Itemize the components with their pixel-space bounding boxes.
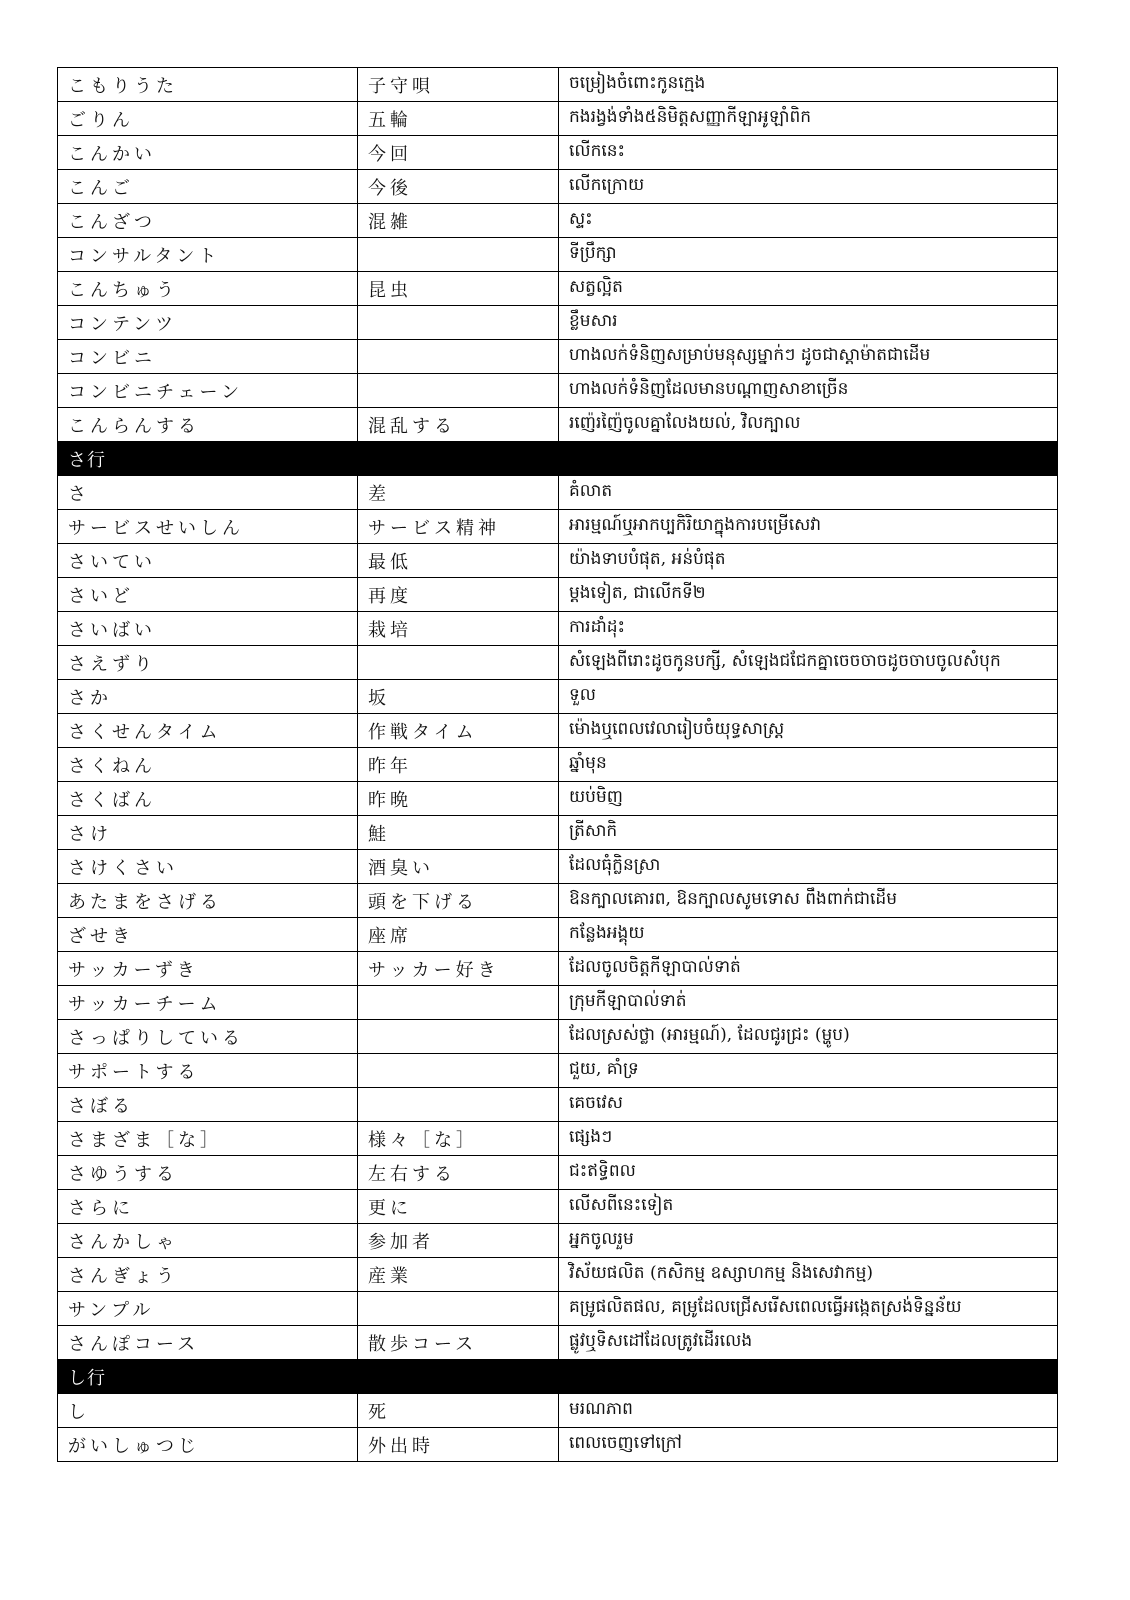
table-row bbox=[58, 680, 1058, 714]
kana-cell: さいてい bbox=[58, 544, 358, 578]
khmer-meaning-cell: ម្តងទៀត, ជាលើកទី២ bbox=[559, 578, 1058, 612]
kanji-cell: 子守唄 bbox=[358, 68, 559, 102]
khmer-meaning-cell: ឱនក្បាលគោរព, ឱនក្បាលសូមទោស ពឹងពាក់ជាដើម bbox=[559, 884, 1058, 918]
khmer-meaning-cell: កន្លែងអង្គុយ bbox=[559, 918, 1058, 952]
kanji-cell bbox=[358, 986, 559, 1020]
khmer-meaning-cell: ហាងលក់ទំនិញសម្រាប់មនុស្សម្នាក់ៗ ដូចជាស្តាម៉ាតជាដើម bbox=[559, 340, 1058, 374]
kanji-cell bbox=[358, 1088, 559, 1122]
khmer-meaning-cell: ជួយ, គាំទ្រ bbox=[559, 1054, 1058, 1088]
table-row bbox=[58, 986, 1058, 1020]
kana-cell: あたまをさげる bbox=[58, 884, 358, 918]
kana-cell: こもりうた bbox=[58, 68, 358, 102]
kana-cell: サンプル bbox=[58, 1292, 358, 1326]
section-header-label: さ行 bbox=[58, 442, 559, 476]
khmer-meaning-cell: ហាងលក់ទំនិញដែលមានបណ្តាញសាខាច្រើន bbox=[559, 374, 1058, 408]
kana-cell: さけくさい bbox=[58, 850, 358, 884]
table-row bbox=[58, 1054, 1058, 1088]
section-header-empty-cell bbox=[559, 1360, 1058, 1394]
kana-cell: さゆうする bbox=[58, 1156, 358, 1190]
kana-cell: さくねん bbox=[58, 748, 358, 782]
kana-cell: さぼる bbox=[58, 1088, 358, 1122]
kana-cell: さまざま［な］ bbox=[58, 1122, 358, 1156]
kanji-cell: 混雑 bbox=[358, 204, 559, 238]
kanji-cell bbox=[358, 1020, 559, 1054]
kanji-cell: 産業 bbox=[358, 1258, 559, 1292]
table-row bbox=[58, 272, 1058, 306]
kanji-cell: 今回 bbox=[358, 136, 559, 170]
table-row bbox=[58, 1020, 1058, 1054]
khmer-meaning-cell: ទីប្រឹក្សា bbox=[559, 238, 1058, 272]
section-header-label: し行 bbox=[58, 1360, 559, 1394]
kanji-cell: 参加者 bbox=[358, 1224, 559, 1258]
kanji-cell: 五輪 bbox=[358, 102, 559, 136]
kana-cell: こんかい bbox=[58, 136, 358, 170]
khmer-meaning-cell: ចម្រៀងចំពោះកូនក្មេង bbox=[559, 68, 1058, 102]
kana-cell: コンビニチェーン bbox=[58, 374, 358, 408]
khmer-meaning-cell: ឆ្នាំមុន bbox=[559, 748, 1058, 782]
table-row bbox=[58, 340, 1058, 374]
kana-cell: さんかしゃ bbox=[58, 1224, 358, 1258]
khmer-meaning-cell: ផ្សេងៗ bbox=[559, 1122, 1058, 1156]
table-row bbox=[58, 1088, 1058, 1122]
table-row bbox=[58, 1190, 1058, 1224]
kanji-cell: 死 bbox=[358, 1394, 559, 1428]
kana-cell: ざせき bbox=[58, 918, 358, 952]
table-row bbox=[58, 782, 1058, 816]
table-row bbox=[58, 1122, 1058, 1156]
table-row bbox=[58, 952, 1058, 986]
kana-cell: コンビニ bbox=[58, 340, 358, 374]
table-row bbox=[58, 816, 1058, 850]
table-row bbox=[58, 374, 1058, 408]
khmer-meaning-cell: ដែលស្រស់ថ្លា (អារម្មណ៍), ដែលជូរជ្រះ (ម្ហូប) bbox=[559, 1020, 1058, 1054]
section-header-empty-cell bbox=[559, 442, 1058, 476]
kanji-cell: サービス精神 bbox=[358, 510, 559, 544]
kana-cell: サポートする bbox=[58, 1054, 358, 1088]
kanji-cell bbox=[358, 1292, 559, 1326]
khmer-meaning-cell: កងរង្វង់ទាំង៥និមិត្តសញ្ញាកីឡាអូឡាំពិក bbox=[559, 102, 1058, 136]
kanji-cell bbox=[358, 1054, 559, 1088]
kanji-cell: 外出時 bbox=[358, 1428, 559, 1462]
kanji-cell: 鮭 bbox=[358, 816, 559, 850]
khmer-meaning-cell: ទួល bbox=[559, 680, 1058, 714]
kanji-cell: 昨晩 bbox=[358, 782, 559, 816]
kanji-cell: 座席 bbox=[358, 918, 559, 952]
kanji-cell: 頭を下げる bbox=[358, 884, 559, 918]
vocabulary-table bbox=[57, 67, 1058, 1462]
table-row bbox=[58, 1156, 1058, 1190]
kanji-cell: 混乱する bbox=[358, 408, 559, 442]
khmer-meaning-cell: ស្ទះ bbox=[559, 204, 1058, 238]
table-row bbox=[58, 170, 1058, 204]
kana-cell: サービスせいしん bbox=[58, 510, 358, 544]
khmer-meaning-cell: ផ្លូវឬទិសដៅដែលត្រូវដើរលេង bbox=[559, 1326, 1058, 1360]
khmer-meaning-cell: លើកនេះ bbox=[559, 136, 1058, 170]
kanji-cell: 昆虫 bbox=[358, 272, 559, 306]
table-row bbox=[58, 850, 1058, 884]
kanji-cell: 様々［な］ bbox=[358, 1122, 559, 1156]
table-row bbox=[58, 1326, 1058, 1360]
table-row bbox=[58, 544, 1058, 578]
khmer-meaning-cell: រញ៉េរញ៉ៃចូលគ្នាលែងយល់, វិលក្បាល bbox=[559, 408, 1058, 442]
kana-cell: さんぽコース bbox=[58, 1326, 358, 1360]
kana-cell: さいばい bbox=[58, 612, 358, 646]
kanji-cell: 再度 bbox=[358, 578, 559, 612]
kanji-cell: サッカー好き bbox=[358, 952, 559, 986]
kanji-cell: 更に bbox=[358, 1190, 559, 1224]
kana-cell: さえずり bbox=[58, 646, 358, 680]
kana-cell: さらに bbox=[58, 1190, 358, 1224]
table-row bbox=[58, 714, 1058, 748]
kana-cell: がいしゅつじ bbox=[58, 1428, 358, 1462]
table-row bbox=[58, 408, 1058, 442]
table-row bbox=[58, 68, 1058, 102]
table-row bbox=[58, 306, 1058, 340]
kanji-cell: 坂 bbox=[358, 680, 559, 714]
kanji-cell bbox=[358, 238, 559, 272]
kana-cell: し bbox=[58, 1394, 358, 1428]
khmer-meaning-cell: លើសពីនេះទៀត bbox=[559, 1190, 1058, 1224]
kanji-cell: 昨年 bbox=[358, 748, 559, 782]
kana-cell: サッカーチーム bbox=[58, 986, 358, 1020]
section-header-row bbox=[58, 1360, 1058, 1394]
kana-cell: さけ bbox=[58, 816, 358, 850]
kanji-cell bbox=[358, 340, 559, 374]
table-row bbox=[58, 238, 1058, 272]
kana-cell: こんご bbox=[58, 170, 358, 204]
khmer-meaning-cell: វិស័យផលិត (កសិកម្ម ឧស្សាហកម្ម និងសេវាកម្ម) bbox=[559, 1258, 1058, 1292]
kana-cell: こんざつ bbox=[58, 204, 358, 238]
kana-cell: さか bbox=[58, 680, 358, 714]
kanji-cell: 最低 bbox=[358, 544, 559, 578]
kanji-cell bbox=[358, 374, 559, 408]
khmer-meaning-cell: សត្វល្អិត bbox=[559, 272, 1058, 306]
khmer-meaning-cell: សំឡេងពីរោះដូចកូនបក្សី, សំឡេងជជែកគ្នាចេចចាចដូចចាបចូលសំបុក bbox=[559, 646, 1058, 680]
kanji-cell bbox=[358, 306, 559, 340]
khmer-meaning-cell: លើកក្រោយ bbox=[559, 170, 1058, 204]
kana-cell: コンサルタント bbox=[58, 238, 358, 272]
khmer-meaning-cell: ដែលធុំក្លិនស្រា bbox=[559, 850, 1058, 884]
table-row bbox=[58, 102, 1058, 136]
khmer-meaning-cell: ការដាំដុះ bbox=[559, 612, 1058, 646]
kanji-cell: 左右する bbox=[358, 1156, 559, 1190]
section-header-row bbox=[58, 442, 1058, 476]
khmer-meaning-cell: អ្នកចូលរួម bbox=[559, 1224, 1058, 1258]
khmer-meaning-cell: គម្រូផលិតផល, គម្រូដែលជ្រើសរើសពេលធ្វើអង្កេតស្រង់ទិន្នន័យ bbox=[559, 1292, 1058, 1326]
kana-cell: サッカーずき bbox=[58, 952, 358, 986]
kanji-cell: 差 bbox=[358, 476, 559, 510]
kana-cell: さ bbox=[58, 476, 358, 510]
khmer-meaning-cell: ជះឥទ្ធិពល bbox=[559, 1156, 1058, 1190]
khmer-meaning-cell: គេចវេស bbox=[559, 1088, 1058, 1122]
table-row bbox=[58, 578, 1058, 612]
table-row bbox=[58, 1394, 1058, 1428]
khmer-meaning-cell: គំលាត bbox=[559, 476, 1058, 510]
khmer-meaning-cell: អារម្មណ៍ឬអាកប្បកិរិយាក្នុងការបម្រើសេវា bbox=[559, 510, 1058, 544]
khmer-meaning-cell: ត្រីសាកិ bbox=[559, 816, 1058, 850]
khmer-meaning-cell: យប់មិញ bbox=[559, 782, 1058, 816]
kana-cell: コンテンツ bbox=[58, 306, 358, 340]
table-row bbox=[58, 510, 1058, 544]
khmer-meaning-cell: ដែលចូលចិត្តកីឡាបាល់ទាត់ bbox=[559, 952, 1058, 986]
khmer-meaning-cell: ក្រុមកីឡាបាល់ទាត់ bbox=[559, 986, 1058, 1020]
kana-cell: さくばん bbox=[58, 782, 358, 816]
kanji-cell: 栽培 bbox=[358, 612, 559, 646]
table-row bbox=[58, 884, 1058, 918]
khmer-meaning-cell: ម៉ោងឬពេលវេលារៀបចំយុទ្ធសាស្ត្រ bbox=[559, 714, 1058, 748]
kana-cell: こんちゅう bbox=[58, 272, 358, 306]
kana-cell: さくせんタイム bbox=[58, 714, 358, 748]
kana-cell: さっぱりしている bbox=[58, 1020, 358, 1054]
table-row bbox=[58, 476, 1058, 510]
table-row bbox=[58, 748, 1058, 782]
table-row bbox=[58, 1258, 1058, 1292]
kanji-cell: 散歩コース bbox=[358, 1326, 559, 1360]
kana-cell: こんらんする bbox=[58, 408, 358, 442]
table-row bbox=[58, 612, 1058, 646]
khmer-meaning-cell: យ៉ាងទាបបំផុត, អន់បំផុត bbox=[559, 544, 1058, 578]
table-row bbox=[58, 918, 1058, 952]
kanji-cell: 酒臭い bbox=[358, 850, 559, 884]
kanji-cell: 作戦タイム bbox=[358, 714, 559, 748]
vocabulary-table-body bbox=[58, 68, 1058, 1462]
table-row bbox=[58, 646, 1058, 680]
kana-cell: さいど bbox=[58, 578, 358, 612]
table-row bbox=[58, 1292, 1058, 1326]
kana-cell: さんぎょう bbox=[58, 1258, 358, 1292]
kanji-cell: 今後 bbox=[358, 170, 559, 204]
kanji-cell bbox=[358, 646, 559, 680]
khmer-meaning-cell: ខ្លឹមសារ bbox=[559, 306, 1058, 340]
table-row bbox=[58, 136, 1058, 170]
table-row bbox=[58, 1224, 1058, 1258]
khmer-meaning-cell: មរណភាព bbox=[559, 1394, 1058, 1428]
table-row bbox=[58, 1428, 1058, 1462]
table-row bbox=[58, 204, 1058, 238]
kana-cell: ごりん bbox=[58, 102, 358, 136]
khmer-meaning-cell: ពេលចេញទៅក្រៅ bbox=[559, 1428, 1058, 1462]
